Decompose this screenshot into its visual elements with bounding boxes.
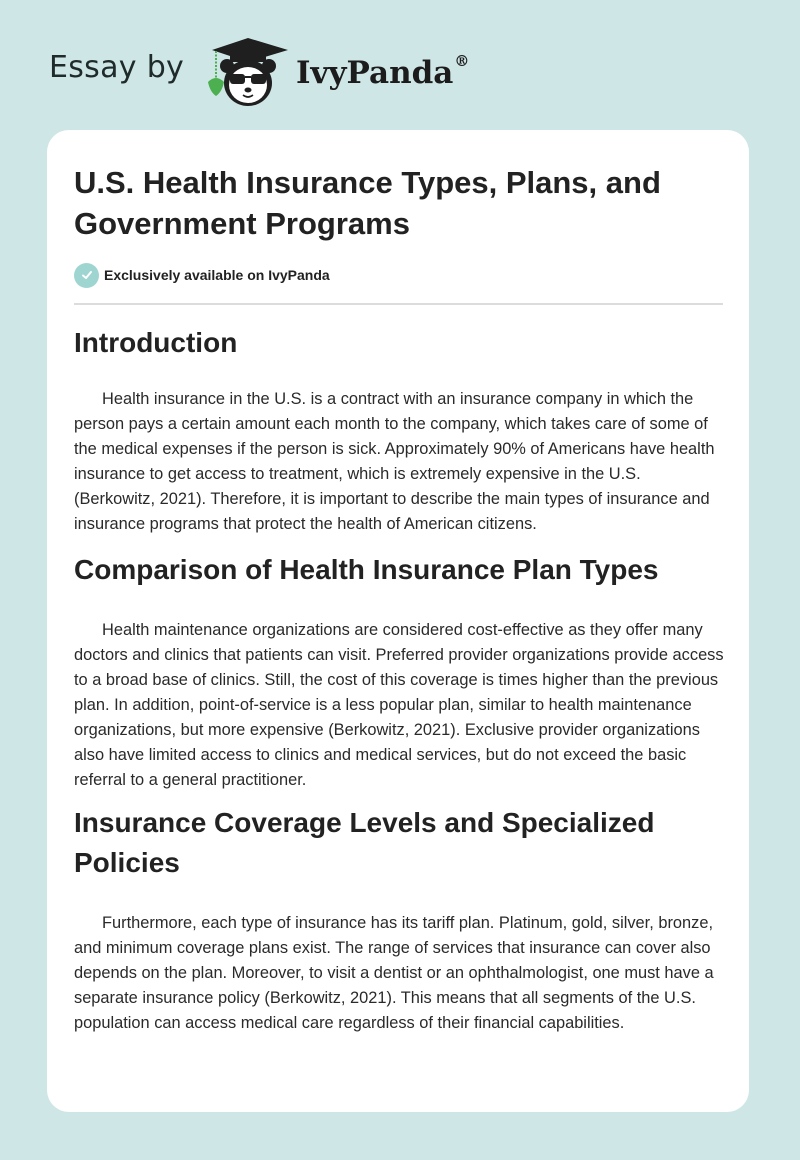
divider [74,303,723,305]
section-plan-types [74,550,724,793]
exclusive-badge-text: Exclusively available on IvyPanda [104,267,330,283]
brand-logo-text[interactable] [296,51,470,91]
registered-mark: ® [454,51,470,70]
check-circle-icon [74,263,99,288]
essay-card [47,130,749,1112]
section-heading: Comparison of Health Insurance Plan Types [74,554,659,585]
essay-by-label: Essay by [49,50,185,85]
section-paragraph: Furthermore, each type of insurance has its tariff plan. Platinum, gold, silver, bronze, and minimum coverage plans exist. The range of services that insurance can cover also depends on the plan. Moreover, to visit a dentist or an ophthalmologist, one must have a separate insurance policy (Berkowitz, 2021). This means that all segments of the U.S. population can access medical care regardless of their financial capabilities. [74,914,714,1032]
page-title: U.S. Health Insurance Types, Plans, and Government Programs [74,165,661,241]
section-paragraph: Health maintenance organizations are considered cost-effective as they offer many doctors and clinics that patients can visit. Preferred provider organizations provide access to a broad base of clinics. Still, the cost of this coverage is times higher than the previous plan. In addition, point-of-service is a less popular plan, similar to health maintenance organizations, but more expensive (Berkowitz, 2021). Exclusive provider organizations also have limited access to clinics and medical services, but do not exceed the basic referral to a general practitioner. [74,621,724,789]
section-paragraph: Health insurance in the U.S. is a contract with an insurance company in which the person pays a certain amount each month to the company, which takes care of some of the medical expenses if the person is sick. Approximately 90% of Americans have health insurance to get access to treatment, which is extremely expensive in the U.S. (Berkowitz, 2021). Therefore, it is important to describe the main types of insurance and insurance programs that protect the health of American citizens. [74,390,715,533]
section-heading: Insurance Coverage Levels and Specialized Policies [74,807,655,878]
section-introduction [74,323,724,537]
section-coverage-levels [74,803,724,1036]
site-header [0,0,800,130]
section-heading: Introduction [74,327,238,358]
brand-name: IvyPanda [296,55,454,91]
exclusive-badge [74,262,330,288]
panda-graduation-cap-icon[interactable] [202,36,294,108]
